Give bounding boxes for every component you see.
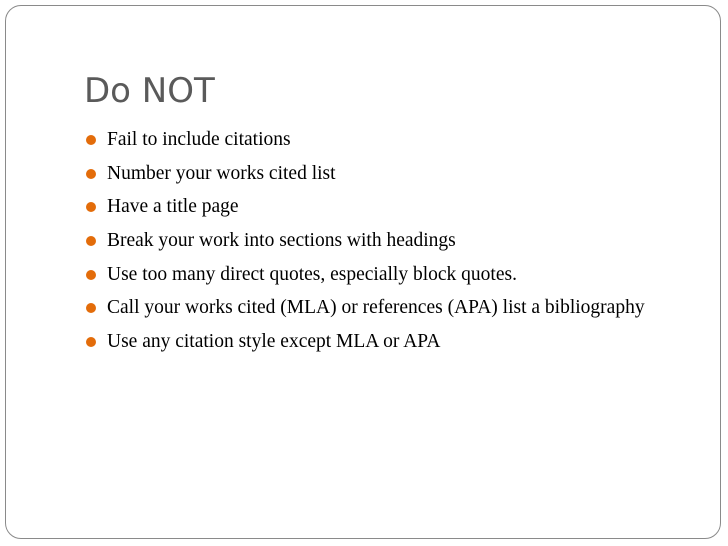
list-item — [84, 127, 664, 153]
bullet-dot-icon — [86, 169, 96, 179]
bullet-dot-icon — [86, 270, 96, 280]
list-item — [84, 161, 664, 187]
bullet-text: Number your works cited list — [107, 162, 336, 184]
bullet-text: Fail to include citations — [107, 129, 291, 150]
bullet-dot-icon — [86, 135, 96, 145]
list-item — [84, 228, 664, 254]
slide — [5, 5, 721, 539]
bullet-text: Use too many direct quotes, especially block quotes. — [107, 263, 517, 285]
slide-title: Do NOT — [84, 71, 215, 111]
bullet-dot-icon — [86, 337, 96, 347]
list-item — [84, 329, 664, 355]
list-item — [84, 295, 664, 321]
bullet-text: Use any citation style except MLA or APA — [107, 331, 441, 353]
list-item — [84, 194, 664, 220]
bullet-text: Have a title page — [107, 196, 239, 218]
bullet-dot-icon — [86, 303, 96, 313]
bullet-text: Call your works cited (MLA) or references (APA) list a bibliography — [107, 297, 645, 319]
bullet-dot-icon — [86, 236, 96, 246]
bullet-text: Break your work into sections with headings — [107, 230, 456, 252]
list-item — [84, 262, 664, 288]
bullet-list — [84, 127, 664, 363]
bullet-dot-icon — [86, 202, 96, 212]
